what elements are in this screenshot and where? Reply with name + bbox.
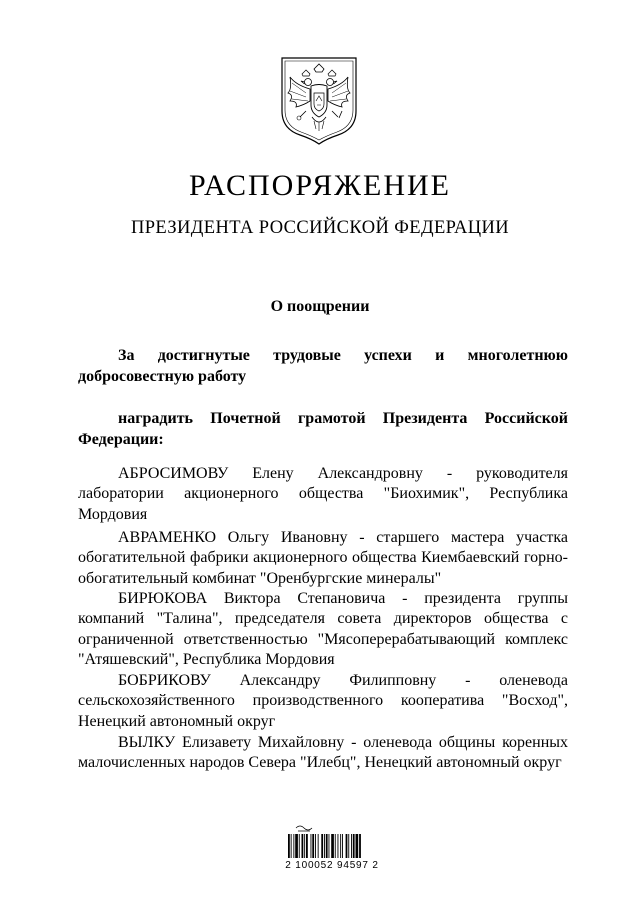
awardee-item: БОБРИКОВУ Александру Филипповну - оленевода сельскохозяйственного производственного кооператива "Восход", Ненецкий автономный округ (78, 672, 568, 730)
barcode-number: 2 100052 94597 2 (285, 860, 379, 871)
document-subtitle: ПРЕЗИДЕНТА РОССИЙСКОЙ ФЕДЕРАЦИИ (130, 218, 510, 238)
barcode-icon (284, 822, 380, 884)
decision-paragraph (78, 408, 568, 450)
decision-text: наградить Почетной грамотой Президента Российской Федерации: (78, 410, 568, 448)
awardee-item: БИРЮКОВА Виктора Степановича - президента группы компаний "Талина", председателя совета директоров общества с ограниченной ответственностью "Мясоперерабатывающий комплекс "Атяшевский", Республика Мордовия (78, 590, 568, 668)
awardee-item: ВЫЛКУ Елизавету Михайловну - оленевода общины коренных малочисленных народов Севера "Илебц", Ненецкий автономный округ (78, 734, 568, 772)
russian-coat-of-arms-icon (276, 55, 362, 147)
awardee-item: АБРОСИМОВУ Елену Александровну - руководителя лаборатории акционерного общества "Биохимик", Республика Мордовия (78, 465, 568, 523)
intro-paragraph (78, 345, 568, 387)
awardee-item: АВРАМЕНКО Ольгу Ивановну - старшего мастера участка обогатительной фабрики акционерного общества Киембаевский горно-обогатительный комбинат "Оренбургские минералы" (78, 529, 568, 587)
document-title: РАСПОРЯЖЕНИЕ (188, 169, 452, 202)
document-heading: О поощрении (270, 298, 370, 315)
intro-text: За достигнутые трудовые успехи и многолетнюю добросовестную работу (78, 347, 568, 385)
